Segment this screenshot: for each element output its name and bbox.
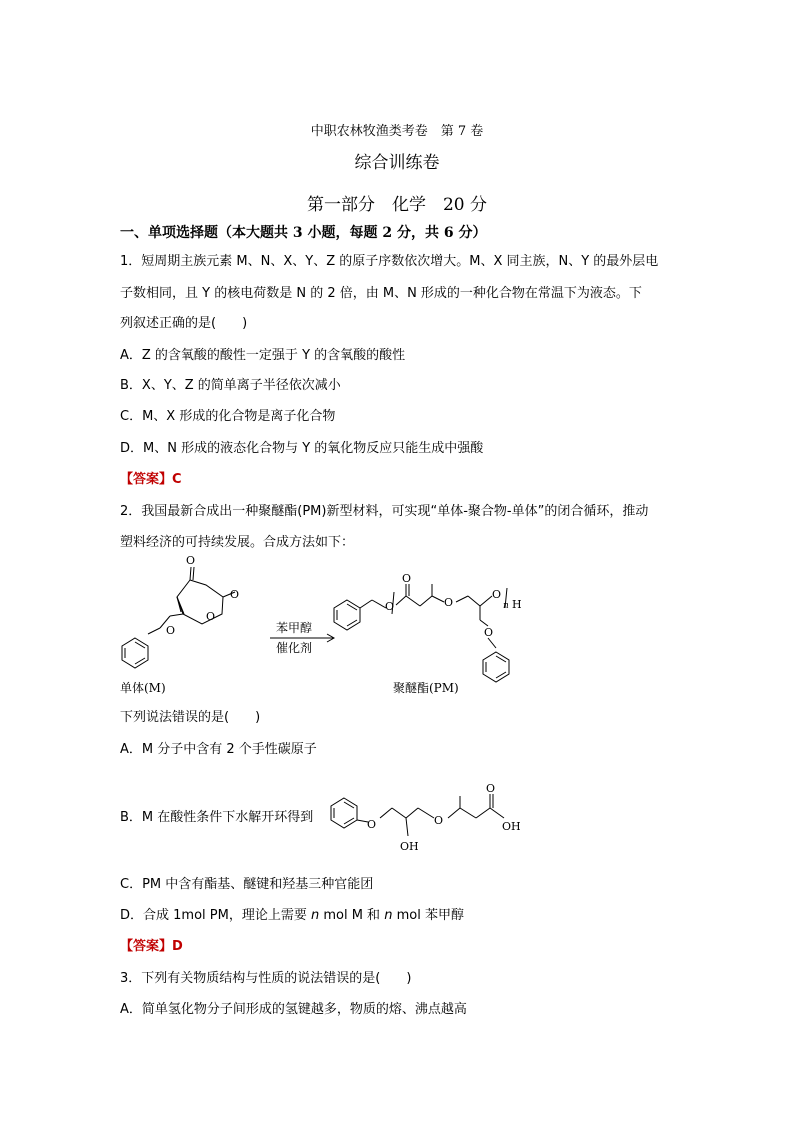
q2-stem-line2: 塑料经济的可持续发展。合成方法如下： [120, 535, 355, 550]
pm-end-h: H [512, 598, 522, 611]
polymer-pm-structure [334, 584, 509, 682]
q2-answer [120, 935, 183, 954]
polymer-label: 聚醚酯(PM) [393, 681, 459, 695]
q1-stem-line2: 子数相同，且 Y 的核电荷数是 N 的 2 倍，由 M、N 形成的一种化合物在常温下为液态。下 [120, 286, 642, 301]
answer-label: 【答案】 [120, 472, 173, 487]
monomer-m-structure [122, 567, 235, 668]
answer-label: 【答案】 [120, 939, 173, 954]
m-ring-o2: O [206, 610, 216, 623]
answer-value: C [172, 472, 182, 487]
b-acid-oh: OH [502, 820, 521, 833]
pm-phenoxy-o: O [484, 626, 494, 639]
reaction-scheme [110, 552, 570, 700]
pm-subscript-n: n [503, 601, 509, 611]
q1-option-b: B．X、Y、Z 的简单离子半径依次减小 [120, 378, 341, 393]
hydrolysis-product-structure [326, 778, 546, 862]
section-title: 一、单项选择题（本大题共 3 小题，每题 2 分，共 6 分） [120, 225, 487, 241]
reagent-bottom: 催化剂 [276, 641, 313, 655]
q3-stem: 3．下列有关物质结构与性质的说法错误的是( ) [120, 971, 412, 986]
reagent-top: 苯甲醇 [276, 621, 313, 635]
q1-stem-line1: 1．短周期主族元素 M、N、X、Y、Z 的原子序数依次增大。M、X 同主族，N、Y 的最外层电 [120, 254, 659, 269]
paper-title: 综合训练卷 [354, 153, 440, 173]
q3-option-a: A．简单氢化物分子间形成的氢键越多，物质的熔、沸点越高 [120, 1002, 467, 1017]
q2-d-prefix: D．合成 1mol PM，理论上需要 [120, 908, 311, 923]
q2-d-n1: n [310, 908, 320, 923]
q1-stem-line3: 列叙述正确的是( ) [120, 316, 248, 331]
q2-option-d [120, 904, 464, 923]
m-ring-o: O [230, 588, 240, 601]
pm-ester-o: O [385, 600, 395, 613]
b-ether-o1: O [367, 818, 377, 831]
b-hydroxyl-oh: OH [400, 840, 419, 853]
b-ether-o2: O [434, 814, 444, 827]
q2-option-c: C．PM 中含有酯基、醚键和羟基三种官能团 [120, 877, 374, 892]
q2-d-mid: mol M 和 [319, 908, 385, 923]
q1-option-a: A．Z 的含氧酸的酸性一定强于 Y 的含氧酸的酸性 [120, 348, 406, 363]
q2-d-suffix: mol 苯甲醇 [392, 908, 464, 923]
q2-stem-line1: 2．我国最新合成出一种聚醚酯(PM)新型材料，可实现“单体-聚合物-单体”的闭合循环，推动 [120, 504, 649, 519]
answer-value: D [172, 939, 183, 954]
q2-prompt: 下列说法错误的是( ) [120, 710, 261, 725]
monomer-label: 单体(M) [120, 681, 166, 695]
m-ether-o: O [166, 624, 176, 637]
m-carbonyl-o: O [186, 554, 196, 567]
q2-d-n2: n [384, 908, 393, 923]
q2-option-a: A．M 分子中含有 2 个手性碳原子 [120, 742, 317, 757]
q1-option-c: C．M、X 形成的化合物是离子化合物 [120, 409, 336, 424]
q1-answer [120, 468, 182, 487]
exam-title: 中职农林牧渔类考卷 第 7 卷 [310, 124, 484, 139]
q1-option-d: D．M、N 形成的液态化合物与 Y 的氧化物反应只能生成中强酸 [120, 441, 484, 456]
pm-carbonyl-o: O [402, 572, 412, 585]
b-carbonyl-o: O [486, 782, 496, 795]
pm-ether-o: O [444, 596, 454, 609]
pm-chain-o: O [492, 588, 502, 601]
q2-option-b: B．M 在酸性条件下水解开环得到 [120, 810, 314, 825]
part-title: 第一部分 化学 20 分 [306, 195, 488, 215]
